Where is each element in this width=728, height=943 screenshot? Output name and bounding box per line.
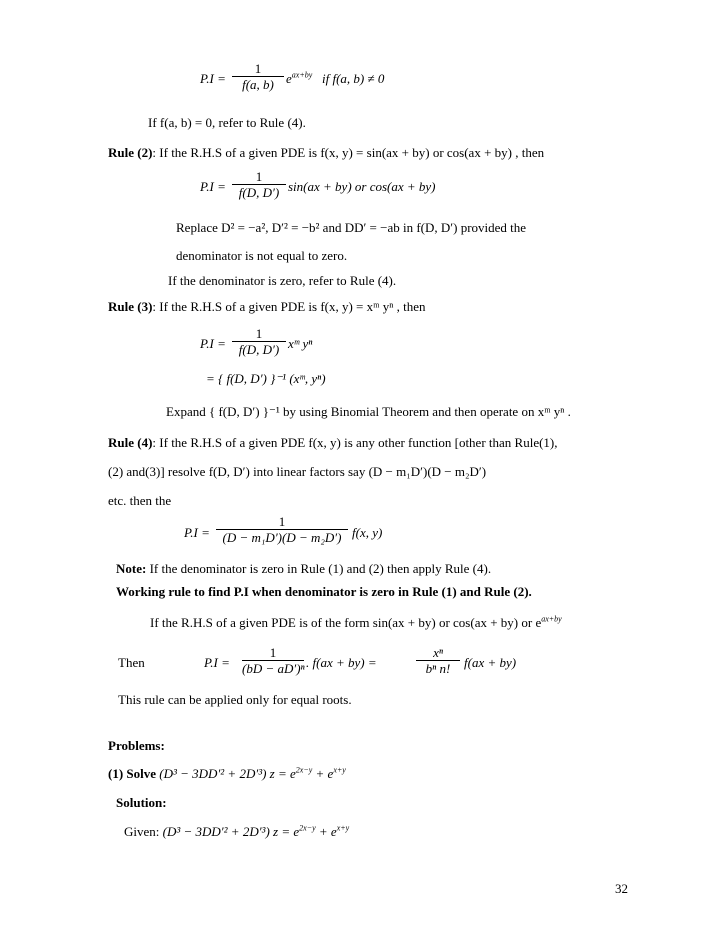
rule2-denominator: denominator is not equal to zero. [176,248,348,263]
note-text: If the denominator is zero in Rule (1) and (2) then apply Rule (4). [146,561,492,576]
then-fraction-1 [242,646,304,676]
then-label: Then [118,655,145,670]
rule2-fraction [232,170,286,200]
eq-plus: + e [312,766,334,781]
rule4-line3: etc. then the [108,493,172,508]
rule4-pi-lhs: P.I = [184,525,210,540]
fraction-denominator: bⁿ n! [425,661,451,676]
note-label: Note: [116,561,147,576]
given-label: Given: [124,824,160,839]
fraction-numerator: 1 [255,326,263,341]
rule3-pi-rhs: xᵐ yⁿ [288,336,313,351]
given-eq [163,824,350,839]
page-number: 32 [615,881,628,896]
rule2-label: Rule (2) [108,145,153,160]
eq-exp2: x+y [336,823,350,833]
fraction-denominator: (bD − aD′)ⁿ [242,661,305,676]
rule2-text: : If the R.H.S of a given PDE is f(x, y) = sin(ax + by) or cos(ax + by) , then [152,145,545,160]
fraction-denominator: f(D, D′) [238,342,280,357]
rule3-fraction [232,327,286,357]
rule4-label: Rule (4) [108,435,153,450]
rule4-heading [108,435,558,451]
rule4-pi-rhs: f(x, y) [352,525,383,540]
problem-1-label: (1) Solve [108,766,157,781]
equal-roots-note: This rule can be applied only for equal roots. [118,692,352,707]
rule3-heading [108,299,425,315]
problem-1 [108,766,346,782]
rule3-expand: Expand { f(D, D′) }⁻¹ by using Binomial Theorem and then operate on xᵐ yⁿ . [166,404,571,419]
rule4-fraction [216,515,348,545]
if-zero-note: If f(a, b) = 0, refer to Rule (4). [148,115,306,130]
rule2-if-zero: If the denominator is zero, refer to Rule (4). [168,273,397,288]
pi-eq1-condition: if f(a, b) ≠ 0 [322,71,385,86]
rule2-pi-rhs: sin(ax + by) or cos(ax + by) [288,179,436,194]
eq-exp1: 2x−y [299,823,316,833]
eq-plus: + e [315,824,337,839]
problem-1-eq [159,766,346,781]
form-line [150,615,562,631]
fraction-denominator: f(a, b) [242,77,274,92]
rule3-pi-lhs: P.I = [200,336,226,351]
exp-base: e [286,71,292,86]
eq-exp2: x+y [333,765,346,775]
fraction-numerator: 1 [254,61,262,76]
solution-heading: Solution: [116,795,167,810]
problems-heading: Problems: [108,738,165,753]
pi-eq1-fraction [232,62,284,92]
exp-power: ax+by [291,70,313,80]
fraction-denominator: (D − m₁D′)(D − m₂D′) [222,530,342,545]
working-rule-heading: Working rule to find P.I when denominator is zero in Rule (1) and Rule (2). [116,584,532,599]
then-rhs: f(ax + by) [464,655,517,670]
eq-exp1: 2x−y [295,765,313,775]
then-mid: . f(ax + by) = [306,655,377,670]
fraction-numerator: xⁿ [433,645,443,660]
rule3-line2: = { f(D, D′) }⁻¹ (xᵐ, yⁿ) [206,371,326,386]
rule4-line2: (2) and(3)] resolve f(D, D′) into linear factors say (D − m₁D′)(D − m₂D′) [108,464,487,479]
rule4-text: : If the R.H.S of a given PDE f(x, y) is any other function [other than Rule(1), [152,435,558,450]
rule3-text: : If the R.H.S of a given PDE is f(x, y) = xᵐ yⁿ , then [152,299,426,314]
eq-main: (D³ − 3DD′² + 2D′³) z = e [162,824,300,839]
note-line [116,561,491,577]
form-exp-power: ax+by [541,614,562,624]
fraction-numerator: 1 [269,645,277,660]
fraction-denominator: f(D, D′) [238,185,280,200]
rule2-heading [108,145,544,161]
rule3-label: Rule (3) [108,299,153,314]
rule2-replace: Replace D² = −a², D′² = −b² and DD′ = −ab in f(D, D′) provided the [176,220,527,235]
pi-eq1-lhs: P.I = [200,71,226,86]
fraction-numerator: 1 [278,514,286,529]
rule2-pi-lhs: P.I = [200,179,226,194]
eq-main: (D³ − 3DD′² + 2D′³) z = e [159,766,296,781]
given-line [124,824,349,840]
then-pi-lhs: P.I = [204,655,230,670]
pi-eq1-rhs [286,71,312,87]
fraction-numerator: 1 [255,169,263,184]
form-text: If the R.H.S of a given PDE is of the form sin(ax + by) or cos(ax + by) or e [150,615,542,630]
then-fraction-2 [416,646,460,676]
